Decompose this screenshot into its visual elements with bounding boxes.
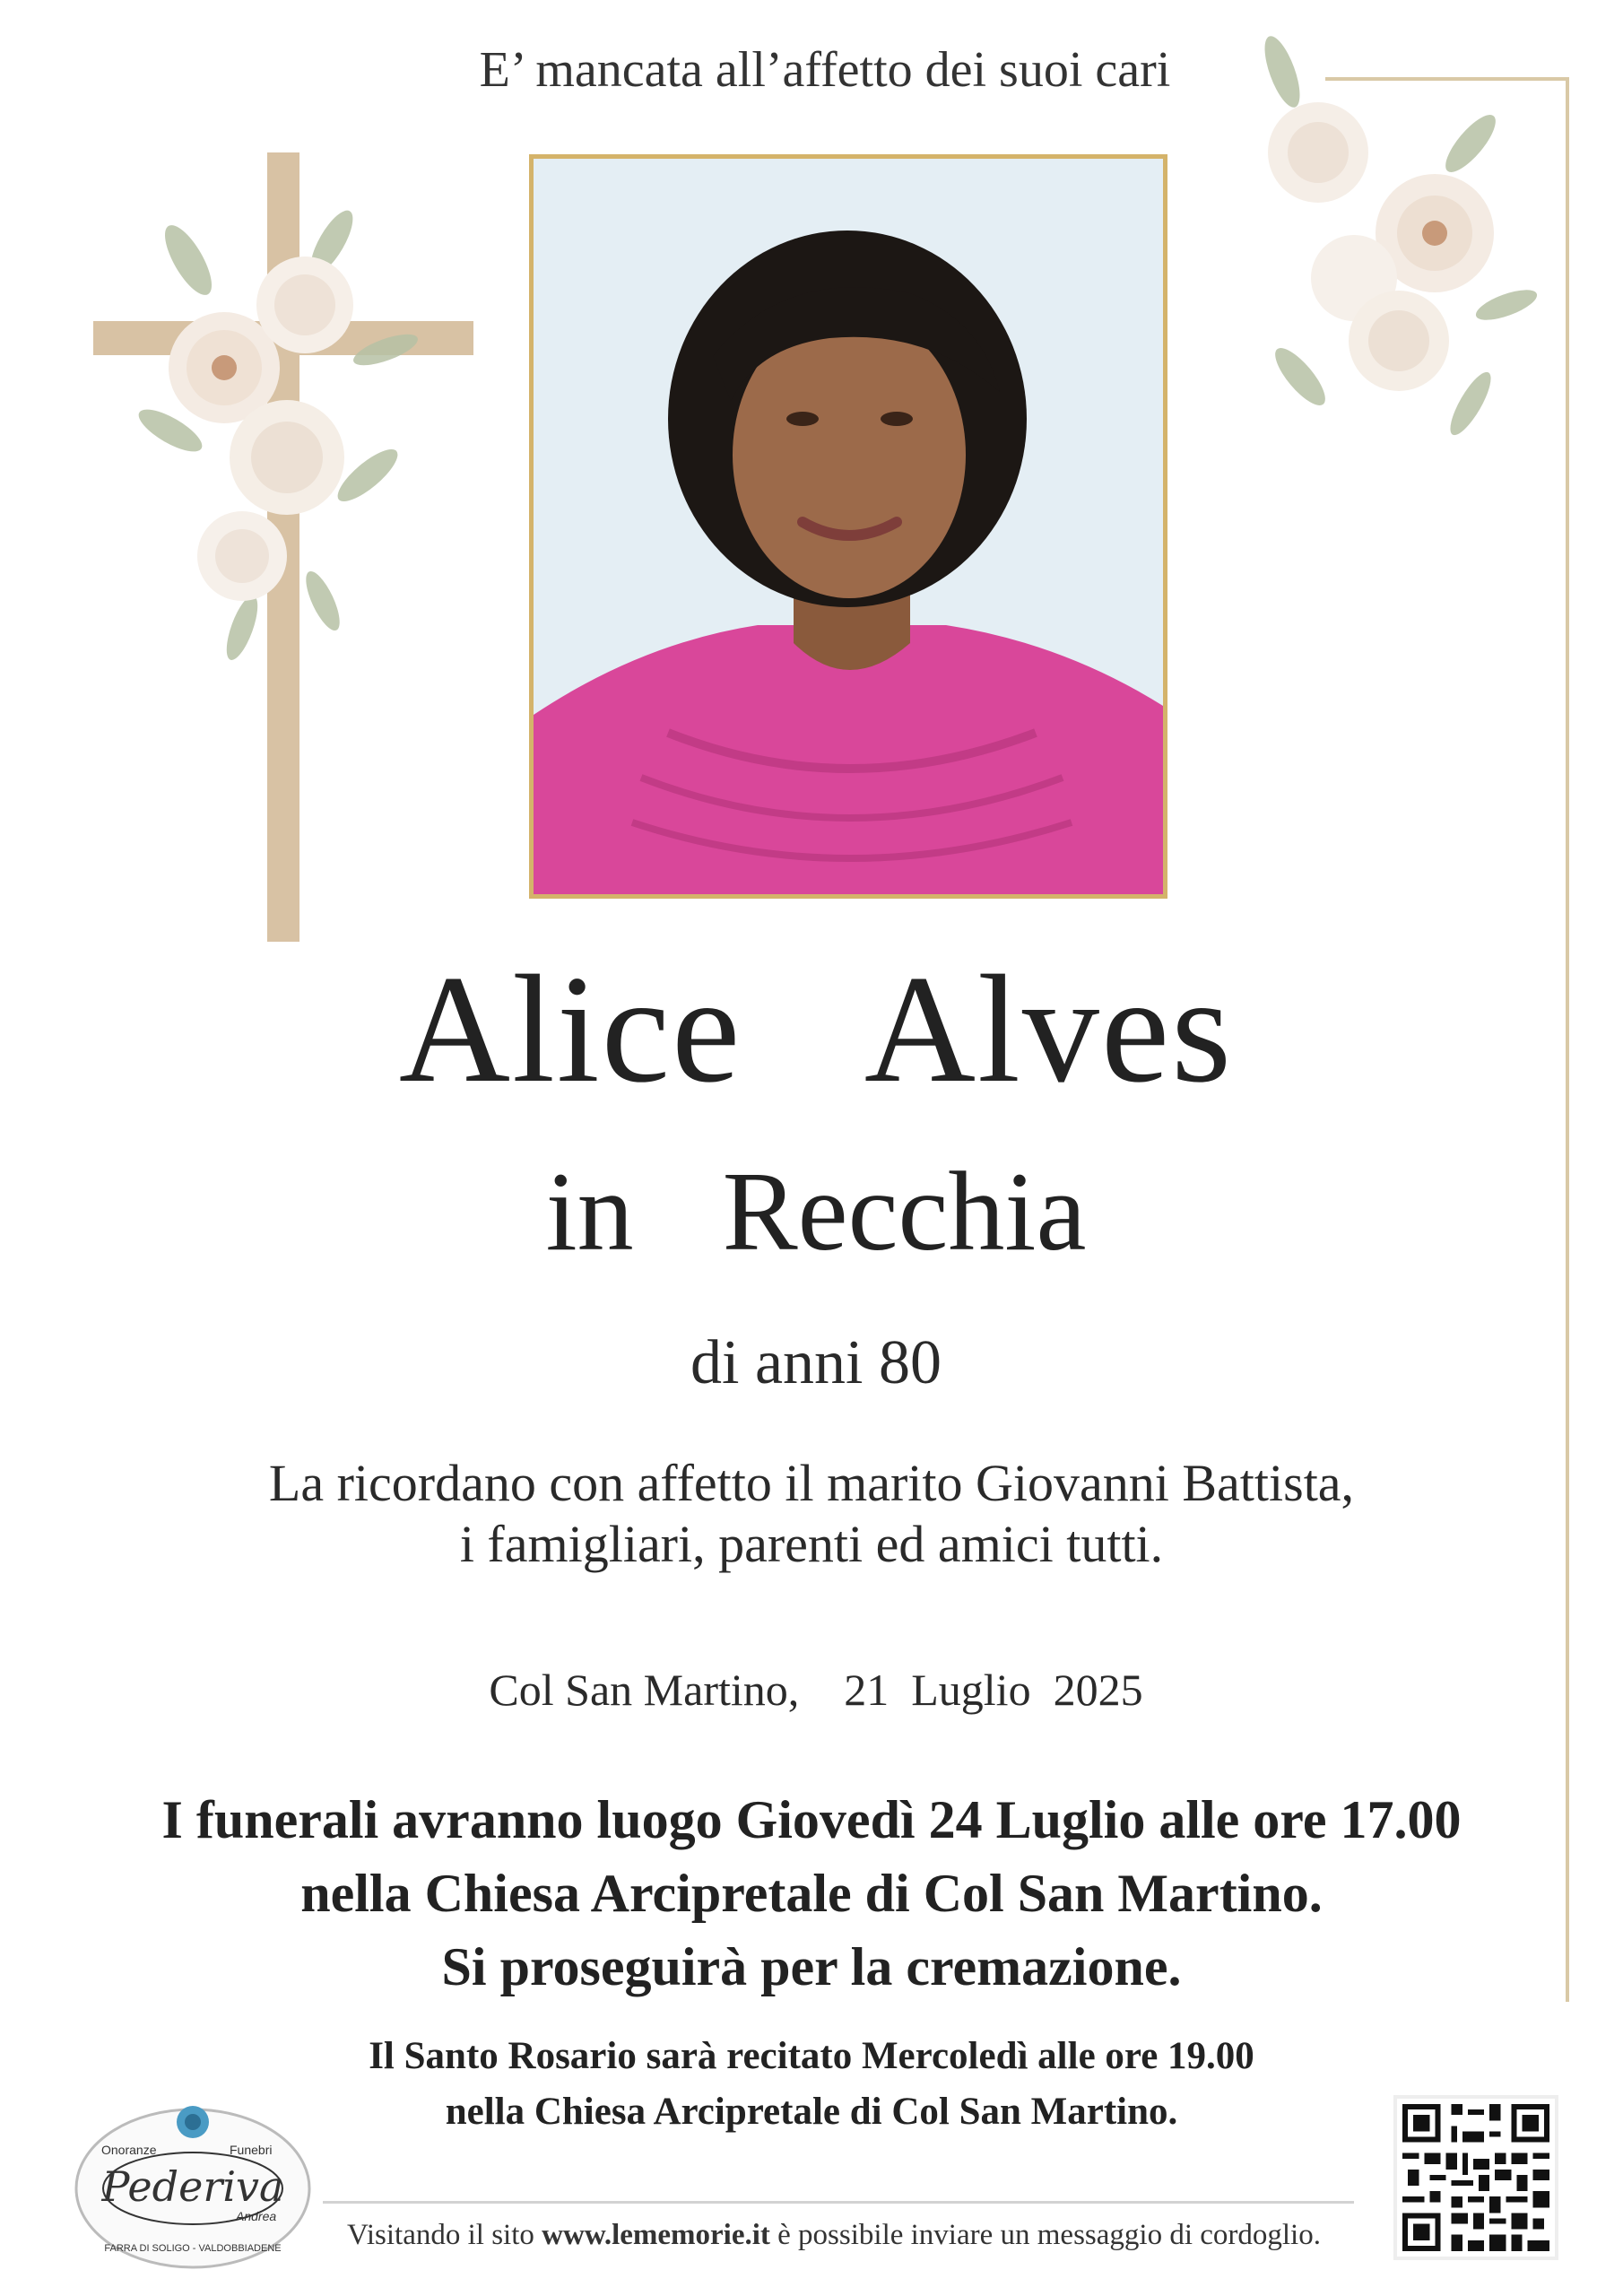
- place-date: Col San Martino, 21 Luglio 2025: [489, 1665, 1143, 1715]
- rosary-line-1: Il Santo Rosario sarà recitato Mercoledì alle ore 19.00: [369, 2035, 1254, 2077]
- age-text: di anni 80: [690, 1328, 942, 1397]
- footer-prefix: Visitando il sito: [347, 2219, 542, 2251]
- mourners-line-2: i famigliari, parenti ed amici tutti.: [459, 1515, 1164, 1573]
- cross-flowers-decoration: [135, 206, 430, 673]
- funeral-line-1: I funerali avranno luogo Giovedì 24 Luglio alle ore 17.00: [161, 1790, 1462, 1849]
- svg-text:Onoranze: Onoranze: [101, 2143, 157, 2157]
- top-right-flowers-decoration: [1202, 36, 1542, 457]
- footer-text: [278, 2219, 1390, 2252]
- rosary-info: [179, 2029, 1444, 2140]
- mourners-text: [108, 1453, 1515, 1575]
- website-link[interactable]: www.lememorie.it: [542, 2219, 770, 2251]
- footer-divider: [323, 2201, 1354, 2204]
- svg-text:Pederiva: Pederiva: [101, 2162, 284, 2211]
- intro-text: E’ mancata all’affetto dei suoi cari: [479, 42, 1171, 98]
- svg-text:Andrea: Andrea: [236, 2209, 277, 2223]
- frame-right-line: [1566, 77, 1569, 2002]
- married-name: in Recchia: [545, 1150, 1087, 1274]
- qr-code-icon[interactable]: [1393, 2095, 1558, 2260]
- svg-text:FARRA DI SOLIGO - VALDOBBIADEN: FARRA DI SOLIGO - VALDOBBIADENE: [104, 2243, 282, 2254]
- funeral-line-3: Si proseguirà per la cremazione.: [441, 1937, 1182, 1996]
- svg-text:Funebri: Funebri: [230, 2143, 273, 2157]
- deceased-name: Alice Alves: [398, 944, 1234, 1115]
- mourners-line-1: La ricordano con affetto il marito Giovanni Battista,: [268, 1454, 1355, 1512]
- portrait-photo: [529, 154, 1167, 899]
- funeral-info: [72, 1783, 1551, 2004]
- footer-suffix: è possibile inviare un messaggio di cordoglio.: [769, 2219, 1321, 2251]
- funeral-line-2: nella Chiesa Arcipretale di Col San Martino.: [300, 1864, 1323, 1923]
- rosary-line-2: nella Chiesa Arcipretale di Col San Martino.: [445, 2091, 1178, 2133]
